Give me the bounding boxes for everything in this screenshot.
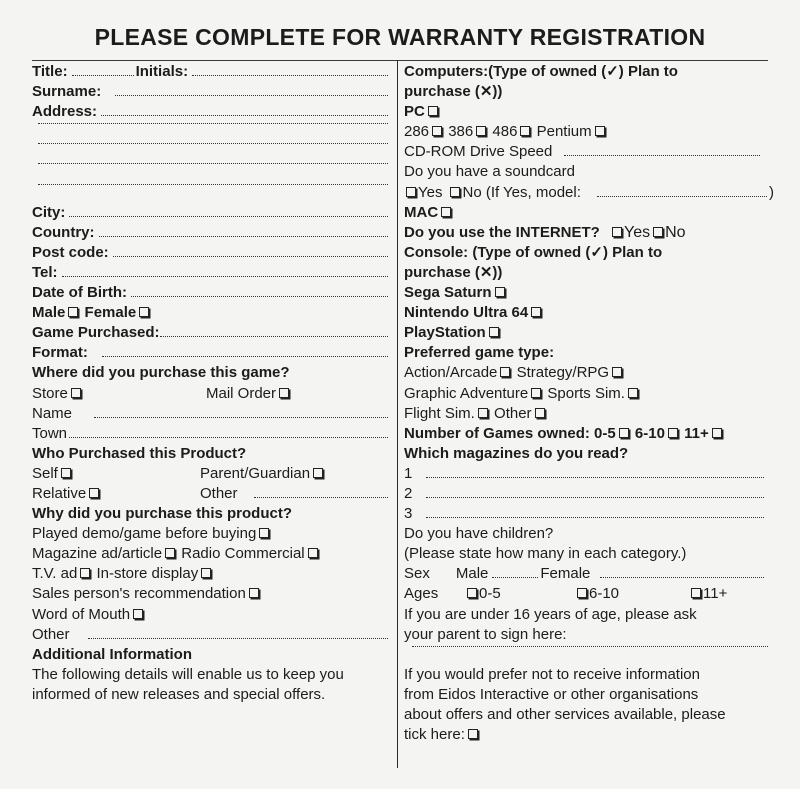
city-row bbox=[32, 203, 390, 223]
internet-question: Do you use the INTERNET? bbox=[404, 223, 600, 241]
why-radio-label: Radio Commercial bbox=[181, 545, 305, 563]
name-label: Name bbox=[32, 404, 73, 422]
pref-other-label: Other bbox=[494, 404, 532, 422]
cpu-pentium-checkbox[interactable] bbox=[595, 126, 605, 136]
magazine-3-label: 3 bbox=[404, 505, 413, 523]
num-6-10-label: 6-10 bbox=[634, 424, 665, 442]
address-field-3[interactable] bbox=[38, 142, 388, 144]
mac-checkbox[interactable] bbox=[441, 207, 451, 217]
why-row-2 bbox=[32, 544, 390, 564]
flight-checkbox[interactable] bbox=[478, 408, 488, 418]
optout-text-1: If you would prefer not to receive information bbox=[404, 665, 700, 683]
saturn-checkbox[interactable] bbox=[495, 287, 505, 297]
age-6-10-label: 6-10 bbox=[589, 585, 620, 603]
soundcard-model-field[interactable] bbox=[597, 195, 767, 197]
address-line-4 bbox=[32, 162, 390, 182]
right-column bbox=[404, 62, 774, 745]
optout-text-2: from Eidos Interactive or other organisations bbox=[404, 685, 699, 703]
why-other-label: Other bbox=[32, 625, 70, 643]
store-label: Store bbox=[32, 384, 68, 402]
why-word-label: Word of Mouth bbox=[32, 605, 131, 623]
magazine-2-label: 2 bbox=[404, 484, 413, 502]
why-demo-checkbox[interactable] bbox=[259, 528, 269, 538]
male-checkbox[interactable] bbox=[68, 307, 78, 317]
address-line-2 bbox=[32, 122, 390, 142]
soundcard-question: Do you have a soundcard bbox=[404, 163, 575, 181]
age-11-option bbox=[688, 584, 727, 604]
why-magazine-label: Magazine ad/article bbox=[32, 545, 163, 563]
preferred-heading: Preferred game type: bbox=[404, 344, 555, 362]
computers-heading-2: purchase (✕)) bbox=[404, 83, 503, 101]
action-checkbox[interactable] bbox=[500, 367, 510, 377]
n64-checkbox[interactable] bbox=[531, 307, 541, 317]
num-11-checkbox[interactable] bbox=[712, 428, 722, 438]
internet-row bbox=[404, 223, 774, 243]
num-games-row bbox=[404, 424, 774, 444]
tel-row bbox=[32, 263, 390, 283]
left-column bbox=[32, 62, 390, 705]
why-row-1 bbox=[32, 524, 390, 544]
game-purchased-label: Game Purchased: bbox=[32, 324, 160, 342]
format-label: Format: bbox=[32, 344, 88, 362]
dob-field[interactable] bbox=[131, 295, 388, 297]
saturn-row bbox=[404, 283, 774, 303]
soundcard-yes-checkbox[interactable] bbox=[406, 187, 416, 197]
tel-label: Tel: bbox=[32, 263, 58, 281]
additional-text-1: The following details will enable us to keep you bbox=[32, 665, 344, 683]
magazine-row-3 bbox=[404, 504, 774, 524]
game-purchased-field[interactable] bbox=[160, 335, 388, 337]
female-checkbox[interactable] bbox=[139, 307, 149, 317]
soundcard-row bbox=[404, 183, 774, 203]
sports-checkbox[interactable] bbox=[628, 388, 638, 398]
page-title: PLEASE COMPLETE FOR WARRANTY REGISTRATION bbox=[94, 24, 706, 50]
age-0-5-checkbox[interactable] bbox=[467, 588, 477, 598]
who-row-1 bbox=[32, 464, 390, 484]
parent-label: Parent/Guardian bbox=[200, 464, 311, 482]
why-tv-label: T.V. ad bbox=[32, 565, 78, 583]
dob-label: Date of Birth: bbox=[32, 284, 127, 302]
children-female-field[interactable] bbox=[600, 576, 764, 578]
soundcard-no-checkbox[interactable] bbox=[450, 187, 460, 197]
pc-label: PC bbox=[404, 103, 425, 121]
pref-row-1 bbox=[404, 363, 774, 383]
initials-field[interactable] bbox=[192, 74, 388, 76]
n64-label: Nintendo Ultra 64 bbox=[404, 304, 529, 322]
why-radio-checkbox[interactable] bbox=[308, 548, 318, 558]
city-field[interactable] bbox=[69, 215, 388, 217]
playstation-row bbox=[404, 323, 774, 343]
country-label: Country: bbox=[32, 223, 95, 241]
why-word-checkbox[interactable] bbox=[133, 609, 143, 619]
where-options-row bbox=[32, 384, 390, 404]
store-name-row bbox=[32, 404, 390, 424]
magazine-1-label: 1 bbox=[404, 464, 413, 482]
mail-order-checkbox[interactable] bbox=[279, 388, 289, 398]
pref-row-3 bbox=[404, 404, 774, 424]
why-heading: Why did you purchase this product? bbox=[32, 505, 293, 523]
format-row bbox=[32, 343, 390, 363]
cpu-pentium-label: Pentium bbox=[536, 123, 592, 141]
why-other-row bbox=[32, 625, 390, 645]
title-field[interactable] bbox=[72, 74, 134, 76]
why-salesperson-label: Sales person's recommendation bbox=[32, 585, 246, 603]
age-6-10-option bbox=[574, 584, 619, 604]
num-11-label: 11+ bbox=[684, 424, 709, 442]
magazine-row-1 bbox=[404, 464, 774, 484]
why-salesperson-checkbox[interactable] bbox=[249, 588, 259, 598]
why-row-4 bbox=[32, 584, 390, 604]
num-games-label: Number of Games owned: bbox=[404, 424, 590, 442]
age-6-10-checkbox[interactable] bbox=[577, 588, 587, 598]
magazine-2-field[interactable] bbox=[426, 496, 764, 498]
cpu-286-label: 286 bbox=[404, 123, 430, 141]
optout-checkbox[interactable] bbox=[468, 729, 478, 739]
saturn-label: Sega Saturn bbox=[404, 284, 492, 302]
under16-text-1: If you are under 16 years of age, please ask bbox=[404, 605, 697, 623]
internet-yes-label: Yes bbox=[624, 223, 651, 241]
why-instore-checkbox[interactable] bbox=[201, 568, 211, 578]
ages-label: Ages bbox=[404, 585, 439, 603]
children-female-label: Female bbox=[540, 565, 591, 583]
pref-other-checkbox[interactable] bbox=[535, 408, 545, 418]
pref-row-2 bbox=[404, 384, 774, 404]
game-purchased-row bbox=[32, 323, 390, 343]
surname-field[interactable] bbox=[115, 94, 388, 96]
address-line-3 bbox=[32, 142, 390, 162]
mail-order-label: Mail Order bbox=[206, 384, 277, 402]
num-0-5-checkbox[interactable] bbox=[619, 428, 629, 438]
store-town-field[interactable] bbox=[69, 436, 388, 438]
mac-label: MAC bbox=[404, 203, 439, 221]
city-label: City: bbox=[32, 203, 66, 221]
cpu-286-checkbox[interactable] bbox=[432, 126, 442, 136]
cdrom-row bbox=[404, 142, 774, 162]
where-heading: Where did you purchase this game? bbox=[32, 364, 290, 382]
cpu-386-checkbox[interactable] bbox=[476, 126, 486, 136]
self-checkbox[interactable] bbox=[61, 468, 71, 478]
sex-row bbox=[404, 564, 774, 584]
town-label: Town bbox=[32, 424, 68, 442]
pc-row bbox=[404, 102, 774, 122]
children-note: (Please state how many in each category.) bbox=[404, 545, 687, 563]
num-0-5-label: 0-5 bbox=[594, 424, 616, 442]
dob-row bbox=[32, 283, 390, 303]
who-heading: Who Purchased this Product? bbox=[32, 444, 247, 462]
computers-heading-1: Computers:(Type of owned (✓) Plan to bbox=[404, 63, 678, 80]
mail-order-option bbox=[206, 384, 291, 404]
internet-yes-checkbox[interactable] bbox=[612, 227, 622, 237]
internet-no-checkbox[interactable] bbox=[653, 227, 663, 237]
optout-row bbox=[404, 725, 774, 745]
top-rule bbox=[32, 60, 768, 61]
self-label: Self bbox=[32, 464, 58, 482]
n64-row bbox=[404, 303, 774, 323]
graphic-checkbox[interactable] bbox=[531, 388, 541, 398]
num-6-10-checkbox[interactable] bbox=[668, 428, 678, 438]
optout-text-3: about offers and other services available, please bbox=[404, 706, 726, 723]
address-row bbox=[32, 102, 390, 122]
postcode-field[interactable] bbox=[113, 255, 388, 257]
who-other-label: Other bbox=[200, 484, 238, 502]
strategy-checkbox[interactable] bbox=[612, 367, 622, 377]
column-divider bbox=[397, 60, 398, 768]
additional-heading: Additional Information bbox=[32, 645, 192, 663]
relative-checkbox[interactable] bbox=[89, 488, 99, 498]
mac-row bbox=[404, 203, 774, 223]
console-heading-1: Console: (Type of owned (✓) Plan to bbox=[404, 243, 663, 261]
who-other-field[interactable] bbox=[254, 496, 388, 498]
action-label: Action/Arcade bbox=[404, 364, 498, 382]
sex-label: Sex bbox=[404, 565, 430, 583]
why-demo-label: Played demo/game before buying bbox=[32, 525, 257, 543]
signature-row bbox=[404, 645, 774, 665]
why-magazine-checkbox[interactable] bbox=[165, 548, 175, 558]
cpu-486-label: 486 bbox=[492, 123, 518, 141]
title-row bbox=[32, 62, 390, 82]
address-field-2[interactable] bbox=[38, 122, 388, 124]
why-row-3 bbox=[32, 564, 390, 584]
pc-checkbox[interactable] bbox=[428, 106, 438, 116]
soundcard-yes-label: Yes bbox=[418, 183, 443, 201]
parent-signature-field[interactable] bbox=[412, 645, 768, 647]
playstation-label: PlayStation bbox=[404, 324, 486, 342]
address-line-5 bbox=[32, 183, 390, 203]
graphic-label: Graphic Adventure bbox=[404, 384, 529, 402]
female-label: Female bbox=[84, 304, 137, 322]
sports-label: Sports Sim. bbox=[547, 384, 625, 402]
cdrom-field[interactable] bbox=[564, 154, 760, 156]
age-11-label: 11+ bbox=[703, 585, 728, 603]
postcode-row bbox=[32, 243, 390, 263]
flight-label: Flight Sim. bbox=[404, 404, 475, 422]
initials-label: Initials: bbox=[135, 63, 189, 80]
address-field-1[interactable] bbox=[101, 114, 388, 116]
who-row-2 bbox=[32, 484, 390, 504]
address-field-5[interactable] bbox=[38, 183, 388, 185]
magazine-row-2 bbox=[404, 484, 774, 504]
relative-label: Relative bbox=[32, 484, 87, 502]
optout-label: tick here: bbox=[404, 726, 465, 744]
additional-text-2: informed of new releases and special offers. bbox=[32, 685, 326, 703]
age-0-5-label: 0-5 bbox=[479, 585, 501, 603]
surname-label: Surname: bbox=[32, 83, 102, 101]
children-male-label: Male bbox=[455, 565, 489, 583]
cpu-486-checkbox[interactable] bbox=[520, 126, 530, 136]
who-other-option bbox=[200, 484, 390, 504]
address-label: Address: bbox=[32, 103, 98, 121]
children-male-field[interactable] bbox=[492, 576, 538, 578]
store-town-row bbox=[32, 424, 390, 444]
parent-checkbox[interactable] bbox=[313, 468, 323, 478]
store-name-field[interactable] bbox=[94, 416, 388, 418]
title-label: Title: bbox=[32, 63, 68, 80]
magazine-1-field[interactable] bbox=[426, 476, 764, 478]
store-checkbox[interactable] bbox=[71, 388, 81, 398]
tel-field[interactable] bbox=[62, 275, 388, 277]
country-row bbox=[32, 223, 390, 243]
soundcard-no-label: No (If Yes, model: bbox=[462, 183, 581, 201]
address-field-4[interactable] bbox=[38, 162, 388, 164]
ages-row bbox=[404, 584, 774, 604]
internet-no-label: No bbox=[665, 223, 686, 241]
age-0-5-option bbox=[464, 584, 501, 604]
magazines-heading: Which magazines do you read? bbox=[404, 444, 629, 462]
format-field[interactable] bbox=[102, 355, 388, 357]
under16-text-2: your parent to sign here: bbox=[404, 625, 567, 643]
console-heading-2: purchase (✕)) bbox=[404, 263, 503, 281]
why-other-field[interactable] bbox=[88, 637, 388, 639]
children-question: Do you have children? bbox=[404, 525, 554, 543]
cpu-row bbox=[404, 122, 774, 142]
why-row-5 bbox=[32, 605, 390, 625]
postcode-label: Post code: bbox=[32, 243, 109, 261]
strategy-label: Strategy/RPG bbox=[516, 364, 610, 382]
why-instore-label: In-store display bbox=[96, 565, 199, 583]
age-11-checkbox[interactable] bbox=[691, 588, 701, 598]
cpu-386-label: 386 bbox=[448, 123, 474, 141]
gender-row bbox=[32, 303, 390, 323]
parent-option bbox=[200, 464, 325, 484]
male-label: Male bbox=[32, 304, 66, 322]
country-field[interactable] bbox=[99, 235, 389, 237]
cdrom-label: CD-ROM Drive Speed bbox=[404, 143, 553, 161]
playstation-checkbox[interactable] bbox=[489, 327, 499, 337]
why-tv-checkbox[interactable] bbox=[80, 568, 90, 578]
surname-row bbox=[32, 82, 390, 102]
magazine-3-field[interactable] bbox=[426, 516, 764, 518]
soundcard-close-paren: ) bbox=[769, 183, 774, 201]
